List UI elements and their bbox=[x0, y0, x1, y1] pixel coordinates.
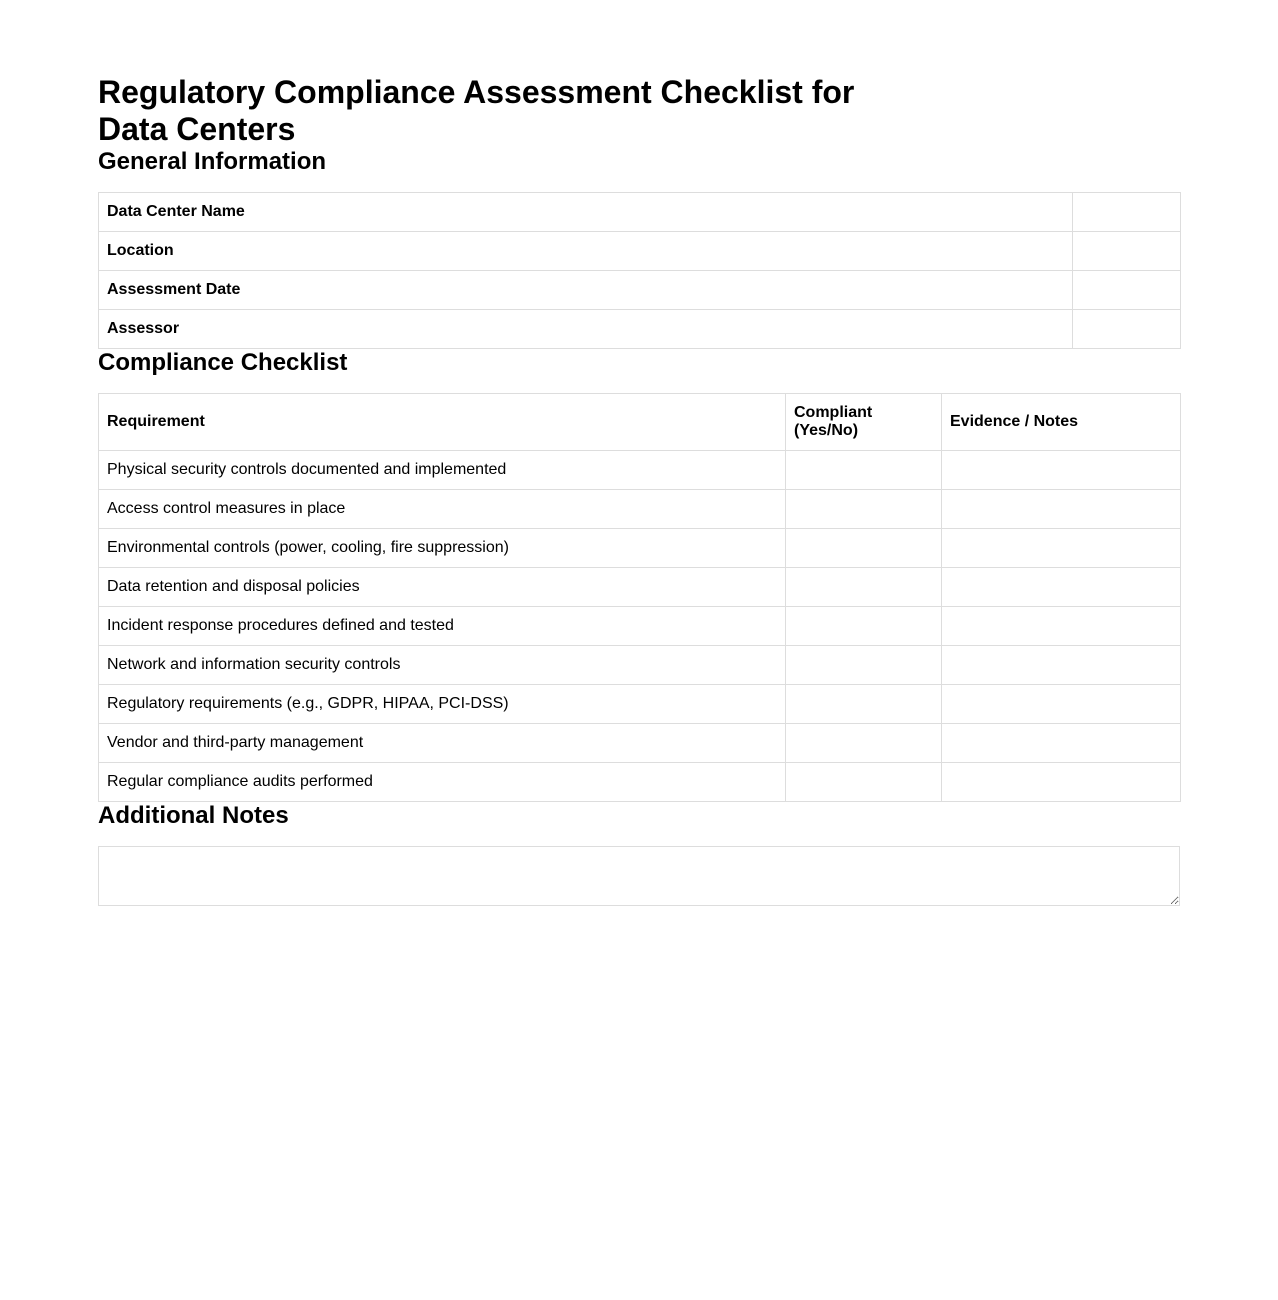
compliant-cell[interactable] bbox=[786, 685, 942, 724]
requirement-cell: Regular compliance audits performed bbox=[99, 763, 786, 802]
compliant-cell[interactable] bbox=[786, 607, 942, 646]
table-row bbox=[99, 451, 1181, 490]
requirement-cell: Environmental controls (power, cooling, fire suppression) bbox=[99, 529, 786, 568]
compliance-checklist-heading: Compliance Checklist bbox=[98, 349, 348, 376]
evidence-cell[interactable] bbox=[942, 451, 1181, 490]
requirement-cell: Access control measures in place bbox=[99, 490, 786, 529]
table-row bbox=[99, 763, 1181, 802]
compliant-cell[interactable] bbox=[786, 529, 942, 568]
evidence-cell[interactable] bbox=[942, 568, 1181, 607]
table-row bbox=[99, 607, 1181, 646]
evidence-cell[interactable] bbox=[942, 490, 1181, 529]
assessment-date-field[interactable] bbox=[1073, 271, 1181, 310]
additional-notes-textarea[interactable] bbox=[98, 846, 1180, 906]
info-label: Assessment Date bbox=[99, 271, 1073, 310]
evidence-cell[interactable] bbox=[942, 763, 1181, 802]
info-row-location bbox=[99, 232, 1181, 271]
requirement-cell: Physical security controls documented and implemented bbox=[99, 451, 786, 490]
info-label: Data Center Name bbox=[99, 193, 1073, 232]
table-row bbox=[99, 685, 1181, 724]
info-label: Location bbox=[99, 232, 1073, 271]
compliant-cell[interactable] bbox=[786, 568, 942, 607]
evidence-cell[interactable] bbox=[942, 646, 1181, 685]
evidence-cell[interactable] bbox=[942, 607, 1181, 646]
data-center-name-field[interactable] bbox=[1073, 193, 1181, 232]
requirement-cell: Data retention and disposal policies bbox=[99, 568, 786, 607]
compliant-cell[interactable] bbox=[786, 490, 942, 529]
compliant-cell[interactable] bbox=[786, 451, 942, 490]
info-row-assessor bbox=[99, 310, 1181, 349]
evidence-cell[interactable] bbox=[942, 724, 1181, 763]
table-row bbox=[99, 568, 1181, 607]
requirement-cell: Network and information security controls bbox=[99, 646, 786, 685]
table-row bbox=[99, 529, 1181, 568]
compliance-checklist-table bbox=[98, 393, 1181, 802]
evidence-cell[interactable] bbox=[942, 685, 1181, 724]
info-row-assessment-date bbox=[99, 271, 1181, 310]
general-information-table bbox=[98, 192, 1181, 349]
table-row bbox=[99, 490, 1181, 529]
requirement-cell: Vendor and third-party management bbox=[99, 724, 786, 763]
column-header-compliant: Compliant (Yes/No) bbox=[786, 394, 942, 451]
info-row-data-center-name bbox=[99, 193, 1181, 232]
document-page bbox=[98, 0, 1180, 906]
assessor-field[interactable] bbox=[1073, 310, 1181, 349]
table-header-row bbox=[99, 394, 1181, 451]
info-label: Assessor bbox=[99, 310, 1073, 349]
column-header-evidence: Evidence / Notes bbox=[942, 394, 1181, 451]
table-row bbox=[99, 646, 1181, 685]
column-header-requirement: Requirement bbox=[99, 394, 786, 451]
compliant-cell[interactable] bbox=[786, 724, 942, 763]
page-title: Regulatory Compliance Assessment Checklist for Data Centers bbox=[98, 74, 855, 147]
requirement-cell: Incident response procedures defined and tested bbox=[99, 607, 786, 646]
general-information-heading: General Information bbox=[98, 148, 327, 175]
additional-notes-heading: Additional Notes bbox=[98, 802, 289, 829]
requirement-cell: Regulatory requirements (e.g., GDPR, HIPAA, PCI-DSS) bbox=[99, 685, 786, 724]
compliant-cell[interactable] bbox=[786, 646, 942, 685]
compliant-cell[interactable] bbox=[786, 763, 942, 802]
evidence-cell[interactable] bbox=[942, 529, 1181, 568]
location-field[interactable] bbox=[1073, 232, 1181, 271]
table-row bbox=[99, 724, 1181, 763]
